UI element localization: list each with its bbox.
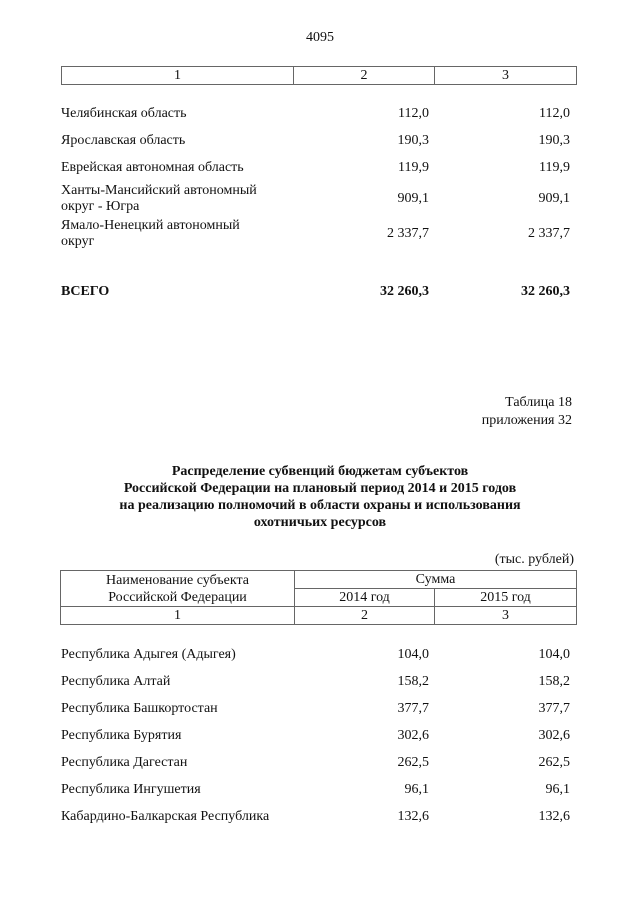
region-name: Кабардино-Балкарская Республика: [61, 809, 270, 824]
value-2014: 119,9: [398, 160, 429, 175]
region-name: Республика Дагестан: [61, 755, 188, 770]
top-table-header: [61, 66, 577, 85]
column-number-2: 2: [294, 67, 435, 85]
value-2015: 96,1: [545, 782, 570, 797]
region-name-line1: Ханты-Мансийский автономный: [61, 183, 257, 198]
value-2015: 104,0: [538, 647, 570, 662]
region-name-line2: округ: [61, 234, 95, 249]
total-2014: 32 260,3: [380, 284, 429, 299]
table-row: [61, 809, 575, 829]
column-number-3: 3: [435, 67, 577, 85]
table-row: [61, 728, 575, 748]
region-name-line2: округ - Югра: [61, 199, 140, 214]
sum-header: Сумма: [295, 571, 577, 589]
table-row: [61, 755, 575, 775]
table-row: [61, 218, 575, 252]
appendix-number: приложения 32: [481, 413, 572, 428]
value-2014: 377,7: [397, 701, 429, 716]
region-name: Республика Ингушетия: [61, 782, 201, 797]
title-line: Распределение субвенций бюджетам субъектов: [171, 464, 469, 479]
table-row: [61, 647, 575, 667]
year-2015-header: 2015 год: [435, 589, 577, 607]
title-line: охотничьих ресурсов: [253, 515, 387, 530]
total-label: ВСЕГО: [61, 284, 110, 299]
column-number-1: 1: [62, 67, 294, 85]
table-row: [61, 701, 575, 721]
value-2015: 2 337,7: [528, 226, 570, 241]
total-row: [61, 284, 575, 304]
table-row: [61, 782, 575, 802]
table-title: [0, 463, 640, 531]
table-row: [61, 106, 575, 126]
subject-name-header: [61, 571, 295, 607]
title-line: на реализацию полномочий в области охраны и использования: [119, 498, 521, 513]
value-2015: 377,7: [538, 701, 570, 716]
subject-name-header-line2: Российской Федерации: [108, 589, 247, 605]
table-row: [61, 183, 575, 217]
table-row: [61, 160, 575, 180]
region-name: Республика Алтай: [61, 674, 171, 689]
subject-name-header-line1: Наименование субъекта: [106, 572, 249, 588]
value-2015: 909,1: [538, 191, 570, 206]
region-name: Ярославская область: [61, 133, 186, 148]
table-row: [61, 674, 575, 694]
column-number-3: 3: [435, 607, 577, 625]
value-2014: 302,6: [397, 728, 429, 743]
year-2014-header: 2014 год: [295, 589, 435, 607]
value-2015: 119,9: [539, 160, 570, 175]
table-row: [61, 133, 575, 153]
region-name: Челябинская область: [61, 106, 187, 121]
value-2014: 104,0: [397, 647, 429, 662]
region-name: Еврейская автономная область: [61, 160, 244, 175]
value-2014: 112,0: [398, 106, 429, 121]
region-name: Республика Бурятия: [61, 728, 182, 743]
value-2015: 190,3: [538, 133, 570, 148]
region-name: [61, 218, 240, 250]
value-2014: 96,1: [404, 782, 429, 797]
table18-header: [60, 570, 577, 625]
value-2015: 302,6: [538, 728, 570, 743]
value-2014: 909,1: [397, 191, 429, 206]
value-2014: 158,2: [397, 674, 429, 689]
table-number: Таблица 18: [505, 395, 572, 410]
value-2014: 190,3: [397, 133, 429, 148]
value-2015: 112,0: [539, 106, 570, 121]
column-number-2: 2: [295, 607, 435, 625]
region-name: [61, 183, 257, 215]
value-2014: 2 337,7: [387, 226, 429, 241]
region-name-line1: Ямало-Ненецкий автономный: [61, 218, 240, 233]
page-number: 4095: [306, 30, 334, 45]
value-2014: 262,5: [397, 755, 429, 770]
column-number-1: 1: [61, 607, 295, 625]
value-2015: 132,6: [538, 809, 570, 824]
region-name: Республика Башкортостан: [61, 701, 218, 716]
value-2015: 262,5: [538, 755, 570, 770]
value-2015: 158,2: [538, 674, 570, 689]
table-reference: [482, 394, 572, 430]
units-label: (тыс. рублей): [494, 552, 574, 567]
title-line: Российской Федерации на плановый период 2014 и 2015 годов: [123, 481, 517, 496]
total-2015: 32 260,3: [521, 284, 570, 299]
region-name: Республика Адыгея (Адыгея): [61, 647, 236, 662]
value-2014: 132,6: [397, 809, 429, 824]
